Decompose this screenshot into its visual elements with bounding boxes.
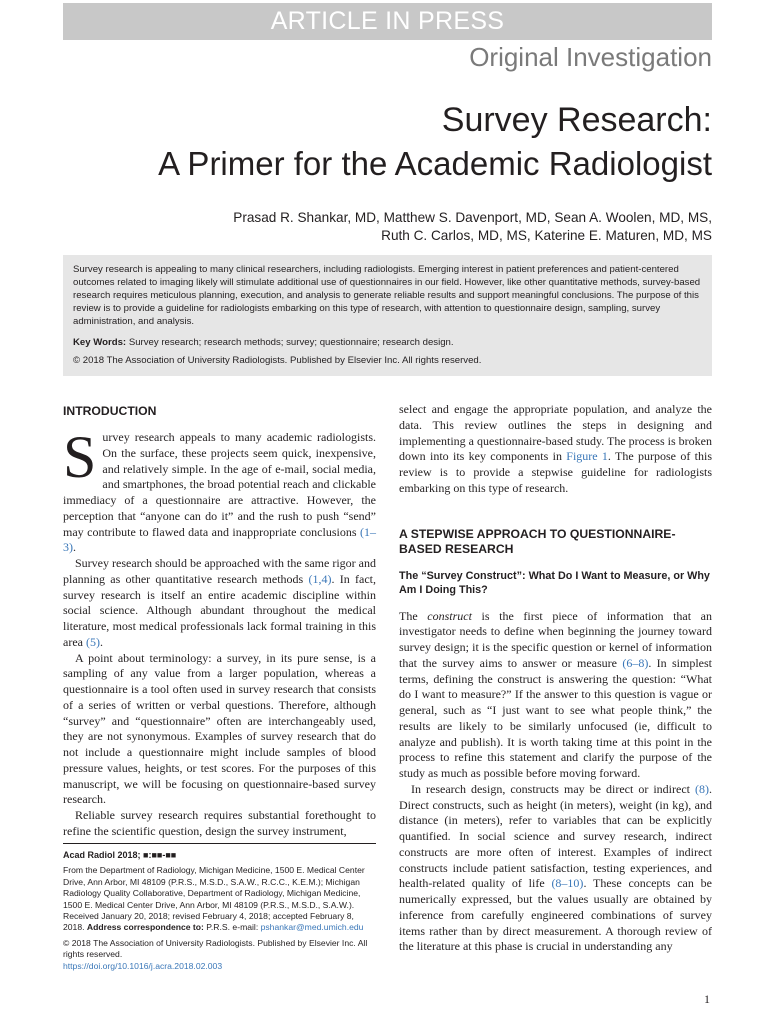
right-paragraph-2 [399, 782, 712, 955]
citation-link[interactable]: (1,4) [308, 571, 332, 586]
paragraph-text: Survey research should be approached with the same rigor and planning as other quantitative research methods [63, 556, 376, 586]
italic-term: construct [427, 608, 472, 623]
authors-line-1: Prasad R. Shankar, MD, Matthew S. Davenport, MD, Sean A. Woolen, MD, MS, [233, 210, 712, 225]
keywords-list: Survey research; research methods; survey; questionnaire; research design. [128, 337, 454, 348]
citation-link[interactable]: (6–8) [622, 655, 649, 670]
doi-link[interactable]: https://doi.org/10.1016/j.acra.2018.02.003 [63, 960, 223, 971]
correspondence-label: Address correspondence to: [86, 922, 204, 933]
banner-text: ARTICLE IN PRESS [270, 7, 505, 35]
drop-cap: S [63, 424, 97, 490]
email-label: e-mail: [232, 922, 259, 933]
paragraph-text: . Direct constructs, such as height (in meters), weight (in kg), and distance (in meters), refer to variables that can be explicitly quantified. In social science and survey research, indirect constructs are more often of interest. Examples of indirect constructs include patient satisfaction, testing experiences, and health-related quality of life [399, 781, 712, 891]
right-paragraph-1 [399, 609, 712, 782]
paragraph-text: In research design, constructs may be direct or indirect [411, 781, 695, 796]
paragraph-text: . In simplest terms, defining the construct is answering the question: “What do I want to measure?” If the answer to this question is vague or general, such as “I just want to see what people think,” the results are likely to be similarly unfocused (ie, difficult to analyze and publish). It is worth taking time at this point in the process to refine this statement and clarify the purpose of the study as much as possible before moving forward. [399, 655, 713, 780]
footnote-divider [63, 843, 376, 844]
stepwise-heading: A STEPWISE APPROACH TO QUESTIONNAIRE-BASED RESEARCH [399, 526, 676, 556]
intro-paragraph-1 [63, 424, 376, 556]
citation-link[interactable]: (8–10) [551, 876, 584, 891]
affiliation-text: From the Department of Radiology, Michigan Medicine, 1500 E. Medical Center Drive, Ann Arbor, MI 48109 (P.R.S., M.S.D., S.A.W., R.C.C., K.E.M.); Michigan Radiology Quality Collaborative, Department of Radiology, Michigan Medicine, 1500 E. Medical Center Drive, Ann Arbor, MI 48109 (P.R.S., M.S.D., S.A.W.). Received January 20, 2018; revised February 4, 2018; accepted February 8, 2018. [63, 865, 365, 933]
footnote-copyright: © 2018 The Association of University Radiologists. Published by Elsevier Inc. All rights reserved. [63, 937, 368, 960]
paragraph-text: The [399, 608, 428, 623]
citation-link[interactable]: (5) [85, 634, 100, 649]
paragraph-text: . The purpose of this review is to provide a stepwise guideline for radiologists embarking on this type of research. [399, 449, 712, 495]
paragraph-text: . [99, 634, 103, 649]
footnote [63, 850, 376, 972]
journal-reference: Acad Radiol 2018; ■:■■-■■ [63, 850, 177, 860]
abstract-copyright: © 2018 The Association of University Radiologists. Published by Elsevier Inc. All rights reserved. [73, 355, 482, 366]
figure-link[interactable]: Figure 1 [566, 449, 608, 464]
title-line-1: Survey Research: [441, 101, 712, 139]
correspondence-name: P.R.S. [206, 922, 231, 933]
page-number: 1 [704, 992, 710, 1006]
title-line-2: A Primer for the Academic Radiologist [158, 145, 712, 182]
intro-paragraph-4: Reliable survey research requires substantial forethought to refine the scientific question, design the survey instrument, [63, 808, 376, 838]
right-column [399, 400, 712, 955]
keywords-label: Key Words: [73, 337, 127, 348]
affiliation-block [63, 865, 376, 933]
paragraph-text: . In fact, survey research is itself an entire academic discipline within social science. Although abundant throughout the medical literature, most medical professionals lack formal training in this area [63, 571, 376, 649]
citation-link[interactable]: (8) [695, 781, 709, 796]
citation-link[interactable]: (1–3) [63, 524, 376, 555]
authors-line-2: Ruth C. Carlos, MD, MS, Katerine E. Maturen, MD, MS [381, 228, 712, 243]
abstract-text: Survey research is appealing to many clinical researchers, including radiologists. Emerging interest in patient preferences and patient-centered outcomes related to imaging likely will stimulate additional use of questionnaires in our field. However, like other quantitative methods, survey-based research requires meticulous planning, execution, and analysis to generate reliable results and support meaningful conclusions. The purpose of this review is to provide a guideline for radiologists embarking on this type of research, with attention to questionnaire design, sampling, survey administration, and analysis. [73, 264, 701, 328]
survey-construct-subheading: The “Survey Construct”: What Do I Want to Measure, or Why Am I Doing This? [399, 569, 710, 596]
paragraph-text: urvey research appeals to many academic radiologists. On the surface, these projects seem quick, inexpensive, and relatively simple. In the age of e-mail, social media, and smartphones, the broad potential reach and clickable immediacy of a questionnaire are attractive. However, the perception that “anyone can do it” and the rush to push “send” may contribute to flawed data and inappropriate conclusions [63, 430, 376, 539]
paragraph-text: . These concepts can be numerically expressed, but the values usually are obtained by inference from carefully engineered combinations of survey items rather than by direct measurement. A thorough review of the literature at this phase is crucial in understanding any [399, 876, 712, 954]
right-paragraph-0 [399, 402, 712, 497]
abstract-box [63, 255, 712, 376]
paragraph-text: select and engage the appropriate population, and analyze the data. This review outlines the steps in designing and implementing a questionnaire-based study. The process is broken down into its key components in [399, 402, 712, 464]
left-column [63, 400, 376, 840]
email-link[interactable]: pshankar@med.umich.edu [260, 922, 364, 933]
introduction-heading: INTRODUCTION [63, 404, 157, 418]
paragraph-text: . [73, 540, 76, 555]
intro-paragraph-2 [63, 556, 376, 651]
paragraph-text: is the first piece of information that an investigator needs to define when beginning the journey toward survey design; it is the specific question or kernel of information that the survey aims to answer or measure [399, 608, 713, 670]
section-label: Original Investigation [469, 42, 712, 72]
keywords [73, 336, 454, 349]
intro-paragraph-3: A point about terminology: a survey, in its pure sense, is a sampling of any value from a larger population, whereas a questionnaire is a tool often used in survey research that consists of a series of written or verbal questions. Therefore, although “survey” and “questionnaire” often are interchangeably used, they are not synonymous. Examples of survey research that do not include a questionnaire might include samples of blood pressure values, heights, or test scores. For the purposes of this manuscript, we will be focusing on questionnaire-based survey research. [63, 650, 376, 807]
article-in-press-banner [63, 3, 712, 40]
